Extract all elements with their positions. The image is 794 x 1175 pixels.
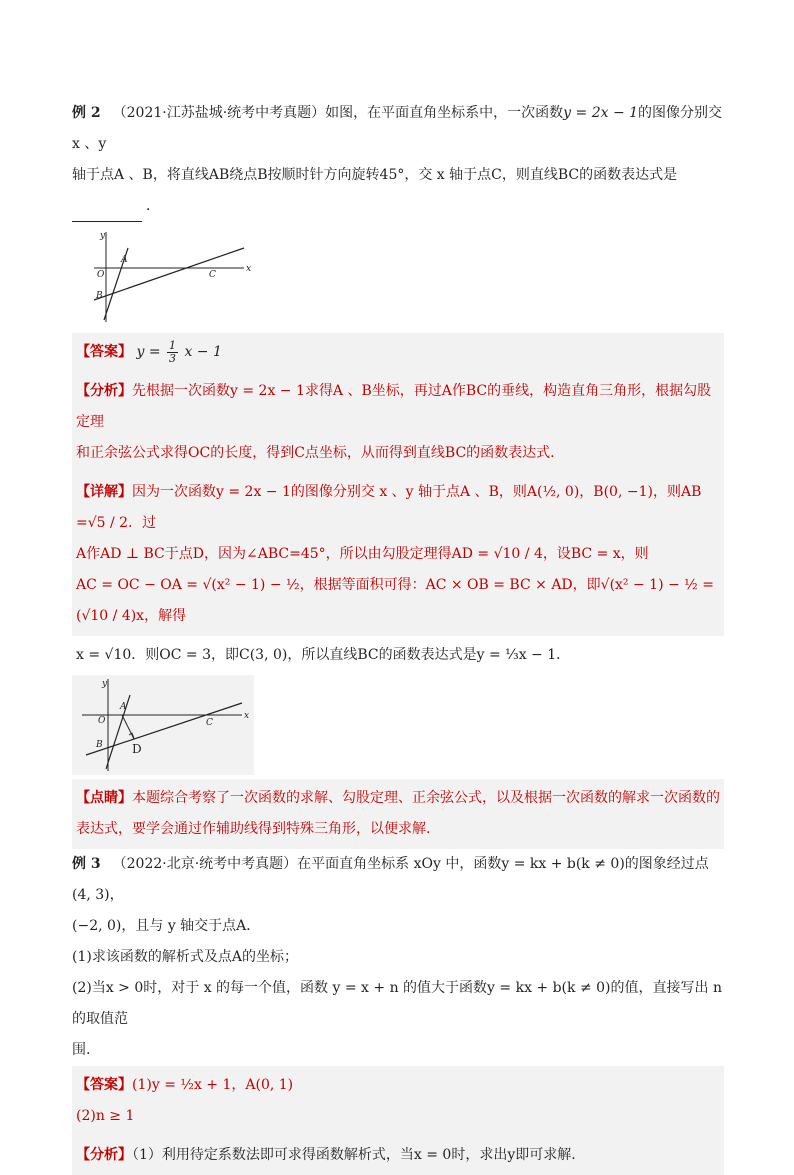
example-3-label: 例 3 xyxy=(72,856,101,872)
fig1-label-a: A xyxy=(121,255,128,265)
answer-blank[interactable] xyxy=(72,203,142,222)
fig1-label-o: O xyxy=(97,270,105,280)
figure-2 xyxy=(72,675,254,775)
analysis-tag: 【分析】 xyxy=(76,383,132,399)
fig1-label-c: C xyxy=(209,270,216,280)
frac-num: 1 xyxy=(169,338,176,352)
fig2-label-x: x xyxy=(244,711,250,721)
fig2-label-c: C xyxy=(206,718,213,728)
example-3-question-1: (1)求该函数的解析式及点A的坐标； xyxy=(72,949,298,965)
detail-line-1a: 因为一次函数y = 2x − 1的图像分别交 x 、y 轴于点A 、B，则 xyxy=(132,484,527,500)
example-3-analysis xyxy=(72,1136,724,1175)
detail-line-2: A作AD ⊥ BC于点D，因为∠ABC=45°，所以由勾股定理得AD = √10 / 4，设BC = x，则 xyxy=(76,546,649,562)
fig2-label-d: D xyxy=(132,742,142,756)
fig2-label-a: A xyxy=(120,702,127,712)
example-2-stem xyxy=(72,98,724,160)
detail-line-4: x = √10．则OC = 3，即C(3, 0)，所以直线BC的函数表达式是y = ⅓x − 1． xyxy=(76,647,571,663)
example-2-blank-line xyxy=(72,191,724,222)
example-2-detail xyxy=(72,473,724,636)
example-3-stem xyxy=(72,849,724,911)
figure-1 xyxy=(84,230,724,329)
example-3-answer xyxy=(72,1066,724,1136)
analysis-3-line-1: （1）利用待定系数法即可求得函数解析式，当x = 0时，求出y即可求解. xyxy=(132,1147,576,1163)
segment-ad xyxy=(122,715,134,739)
fig1-label-x: x xyxy=(246,264,252,274)
fig1-label-y: y xyxy=(100,231,106,241)
comment-tag: 【点睛】 xyxy=(76,790,132,806)
comment-line-2: 表达式，要学会通过作辅助线得到特殊三角形，以便求解. xyxy=(76,821,431,837)
example-2-label: 例 2 xyxy=(72,105,101,121)
analysis-line-2: 和正余弦公式求得OC的长度，得到C点坐标，从而得到直线BC的函数表达式. xyxy=(76,445,555,461)
analysis-tag-3: 【分析】 xyxy=(76,1147,132,1163)
answer-fraction xyxy=(167,340,178,365)
detail-line-1b: A(½, 0)，B(0, −1)，则AB = xyxy=(76,484,702,531)
example-3-source: （2022·北京·统考中考真题） xyxy=(112,856,298,872)
example-3-question-2: (2)当x > 0时，对于 x 的每一个值，函数 y = x + n 的值大于函数y = kx + b(k ≠ 0)的值，直接写出 n 的取值范 xyxy=(72,980,722,1027)
answer-3-line-1: (1)y = ½x + 1，A(0, 1) xyxy=(132,1077,294,1093)
example-2-analysis xyxy=(72,372,724,473)
example-2-function: y = 2x − 1 xyxy=(563,105,639,121)
document-page xyxy=(72,98,724,1175)
frac-den: 3 xyxy=(169,351,176,365)
fig1-label-b: B xyxy=(96,291,103,301)
example-2-comment xyxy=(72,779,724,849)
detail-line-3: AC = OC − OA = √(x² − 1) − ½，根据等面积可得：AC × OB = BC × AD，即√(x² − 1) − ½ = (√10 / 4)x，解得 xyxy=(76,577,714,624)
detail-tag: 【详解】 xyxy=(76,484,132,500)
answer-y: y = xyxy=(136,344,161,360)
example-3-text-2: (−2, 0)，且与 y 轴交于点A． xyxy=(72,918,261,934)
fig2-label-o: O xyxy=(98,716,106,726)
coordinate-figure-1 xyxy=(84,230,254,325)
analysis-line-1: 先根据一次函数y = 2x − 1求得A 、B坐标，再过A作BC的垂线，构造直角三角形，根据勾股定理 xyxy=(76,383,712,430)
answer-tag: 【答案】 xyxy=(76,344,132,360)
line-bc xyxy=(94,248,244,300)
answer-tag-3: 【答案】 xyxy=(76,1077,132,1093)
example-3-question-2-end: 围. xyxy=(72,1042,91,1058)
example-2-text-b: 的图像分别交 x 、y xyxy=(72,105,723,152)
example-2-text: 如图，在平面直角坐标系中，一次函数 xyxy=(325,105,564,121)
example-3-text-1: 在平面直角坐标系 xOy 中，函数y = kx + b(k ≠ 0)的图象经过点(4, 3)， xyxy=(72,856,709,903)
period: ． xyxy=(146,198,160,214)
fig2-label-y: y xyxy=(102,679,108,689)
example-2-stem-line2: 轴于点A 、B，将直线AB绕点B按顺时针方向旋转45°，交 x 轴于点C，则直线BC的函数表达式是 xyxy=(72,167,678,183)
comment-line-1: 本题综合考察了一次函数的求解、勾股定理、正余弦公式，以及根据一次函数的解求一次函数的 xyxy=(132,790,720,806)
line-bc xyxy=(86,703,242,755)
example-2-source: （2021·江苏盐城·统考中考真题） xyxy=(112,105,326,121)
example-2-detail-final xyxy=(72,636,724,675)
example-2-answer xyxy=(72,333,724,372)
fig2-label-b: B xyxy=(96,740,103,750)
answer-3-line-2: (2)n ≥ 1 xyxy=(76,1108,135,1124)
coordinate-figure-2 xyxy=(72,675,254,775)
answer-rest: x − 1 xyxy=(184,344,222,360)
detail-line-1c: √5 / 2．过 xyxy=(87,515,157,531)
